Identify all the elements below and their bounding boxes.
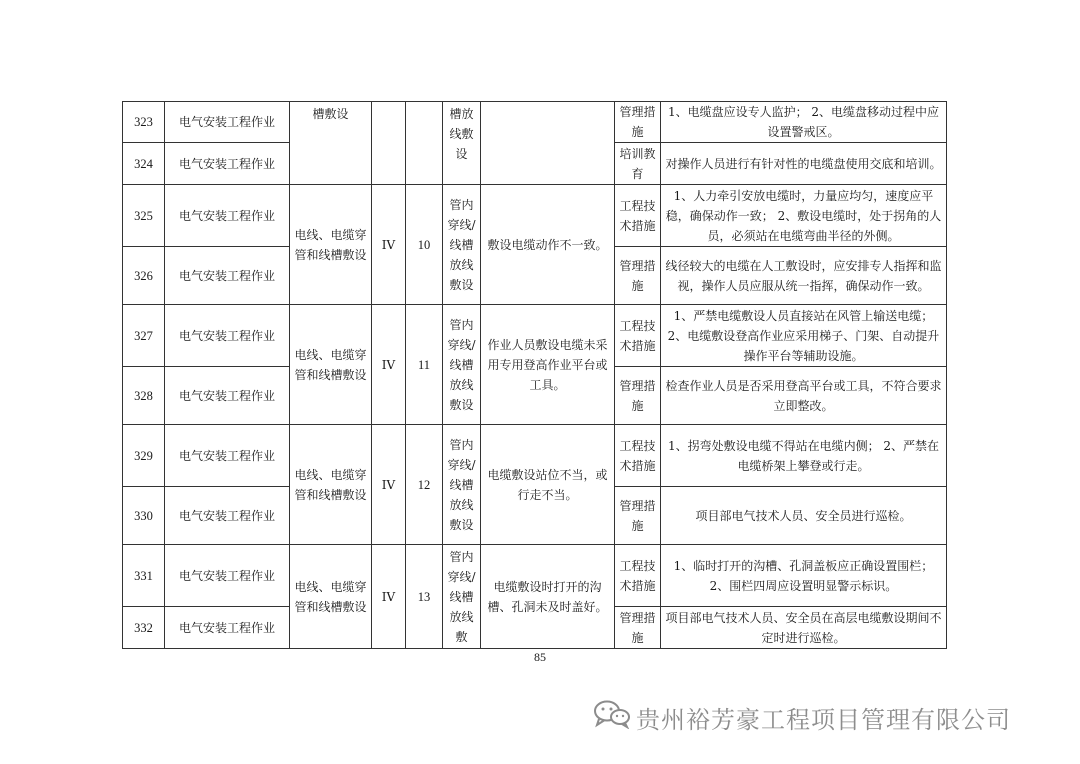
hazard-description: 电缆敷设站位不当，或行走不当。 bbox=[481, 425, 615, 545]
measure-type: 管理措施 bbox=[615, 102, 661, 143]
risk-level: IV bbox=[372, 185, 406, 305]
item-seq bbox=[406, 102, 443, 185]
hazard-description: 作业人员敷设电缆未采用专用登高作业平台或工具。 bbox=[481, 305, 615, 425]
measure-type: 工程技术措施 bbox=[615, 545, 661, 607]
task-name: 电线、电缆穿管和线槽敷设 bbox=[290, 425, 372, 545]
row-number: 332 bbox=[123, 607, 165, 649]
project-name: 电气安装工程作业 bbox=[165, 545, 290, 607]
measure-text: 1、人力牵引安放电缆时，力量应均匀，速度应平稳，确保动作一致； 2、敷设电缆时，处于拐角的人员，必须站在电缆弯曲半径的外侧。 bbox=[661, 185, 947, 247]
hazard-description bbox=[481, 102, 615, 185]
subtask-name: 槽放线敷设 bbox=[443, 102, 481, 185]
project-name: 电气安装工程作业 bbox=[165, 487, 290, 545]
risk-level: IV bbox=[372, 545, 406, 649]
measure-text: 1、临时打开的沟槽、孔洞盖板应正确设置围栏； 2、围栏四周应设置明显警示标识。 bbox=[661, 545, 947, 607]
watermark-text: 贵州裕芳豪工程项目管理有限公司 bbox=[636, 705, 1011, 734]
hazard-measures-table bbox=[122, 101, 947, 649]
measure-type: 管理措施 bbox=[615, 367, 661, 425]
row-number: 331 bbox=[123, 545, 165, 607]
table-row bbox=[123, 545, 947, 607]
measure-text: 线径较大的电缆在人工敷设时，应安排专人指挥和监视，操作人员应服从统一指挥，确保动作一致。 bbox=[661, 247, 947, 305]
task-name: 槽敷设 bbox=[290, 102, 372, 185]
measure-type: 工程技术措施 bbox=[615, 425, 661, 487]
watermark bbox=[592, 700, 1011, 734]
measure-text: 项目部电气技术人员、安全员进行巡检。 bbox=[661, 487, 947, 545]
project-name: 电气安装工程作业 bbox=[165, 143, 290, 185]
hazard-description: 敷设电缆动作不一致。 bbox=[481, 185, 615, 305]
page-number: 85 bbox=[534, 650, 546, 664]
project-name: 电气安装工程作业 bbox=[165, 102, 290, 143]
row-number: 327 bbox=[123, 305, 165, 367]
subtask-name: 管内穿线/线槽放线敷 bbox=[443, 545, 481, 649]
measure-type: 培训教育 bbox=[615, 143, 661, 185]
table-row bbox=[123, 102, 947, 143]
wechat-icon bbox=[592, 699, 636, 735]
measure-type: 管理措施 bbox=[615, 487, 661, 545]
row-number: 330 bbox=[123, 487, 165, 545]
table-row bbox=[123, 185, 947, 247]
task-name: 电线、电缆穿管和线槽敷设 bbox=[290, 545, 372, 649]
measure-type: 管理措施 bbox=[615, 247, 661, 305]
risk-level: IV bbox=[372, 425, 406, 545]
project-name: 电气安装工程作业 bbox=[165, 185, 290, 247]
item-seq: 10 bbox=[406, 185, 443, 305]
measure-type: 工程技术措施 bbox=[615, 185, 661, 247]
hazard-description: 电缆敷设时打开的沟槽、孔洞未及时盖好。 bbox=[481, 545, 615, 649]
project-name: 电气安装工程作业 bbox=[165, 607, 290, 649]
row-number: 329 bbox=[123, 425, 165, 487]
measure-text: 1、严禁电缆敷设人员直接站在风管上输送电缆； 2、电缆敷设登高作业应采用梯子、门架、自动提升操作平台等辅助设施。 bbox=[661, 305, 947, 367]
row-number: 323 bbox=[123, 102, 165, 143]
subtask-name: 管内穿线/线槽放线敷设 bbox=[443, 305, 481, 425]
project-name: 电气安装工程作业 bbox=[165, 305, 290, 367]
measure-type: 管理措施 bbox=[615, 607, 661, 649]
item-seq: 11 bbox=[406, 305, 443, 425]
project-name: 电气安装工程作业 bbox=[165, 425, 290, 487]
risk-level bbox=[372, 102, 406, 185]
subtask-name: 管内穿线/线槽放线敷设 bbox=[443, 425, 481, 545]
measure-text: 项目部电气技术人员、安全员在高层电缆敷设期间不定时进行巡检。 bbox=[661, 607, 947, 649]
item-seq: 13 bbox=[406, 545, 443, 649]
row-number: 325 bbox=[123, 185, 165, 247]
table-row bbox=[123, 425, 947, 487]
task-name: 电线、电缆穿管和线槽敷设 bbox=[290, 305, 372, 425]
measure-text: 1、电缆盘应设专人监护； 2、电缆盘移动过程中应设置警戒区。 bbox=[661, 102, 947, 143]
measure-text: 1、拐弯处敷设电缆不得站在电缆内侧； 2、严禁在电缆桥架上攀登或行走。 bbox=[661, 425, 947, 487]
row-number: 326 bbox=[123, 247, 165, 305]
project-name: 电气安装工程作业 bbox=[165, 247, 290, 305]
risk-level: IV bbox=[372, 305, 406, 425]
measure-text: 对操作人员进行有针对性的电缆盘使用交底和培训。 bbox=[661, 143, 947, 185]
row-number: 324 bbox=[123, 143, 165, 185]
subtask-name: 管内穿线/线槽放线敷设 bbox=[443, 185, 481, 305]
table-row bbox=[123, 305, 947, 367]
measure-text: 检查作业人员是否采用登高平台或工具，不符合要求立即整改。 bbox=[661, 367, 947, 425]
project-name: 电气安装工程作业 bbox=[165, 367, 290, 425]
task-name: 电线、电缆穿管和线槽敷设 bbox=[290, 185, 372, 305]
row-number: 328 bbox=[123, 367, 165, 425]
measure-type: 工程技术措施 bbox=[615, 305, 661, 367]
item-seq: 12 bbox=[406, 425, 443, 545]
